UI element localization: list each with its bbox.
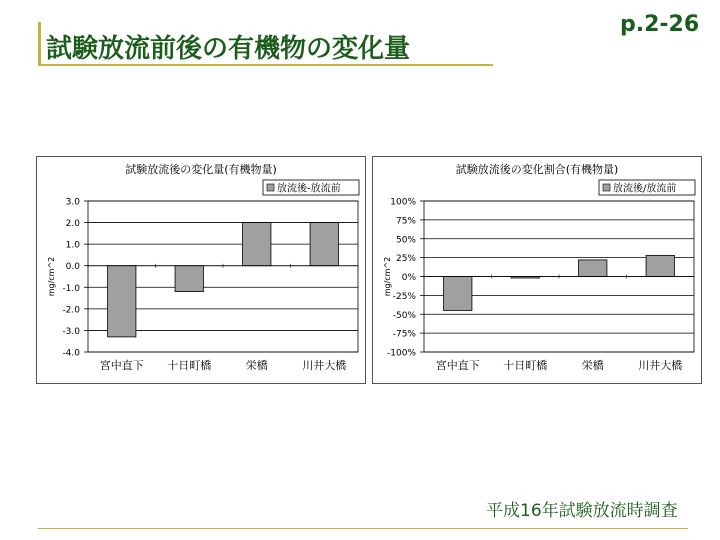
y-tick-label: -4.0 [62,348,80,359]
category-label: 栄橋 [245,359,268,372]
legend-label: 放流後/放流前 [613,183,677,195]
legend-swatch [603,184,610,191]
legend-label: 放流後-放流前 [277,183,341,195]
y-axis-label: mg/cm^2 [47,256,56,297]
y-tick-label: 50% [395,235,416,246]
chart-change-amount-svg [37,157,365,383]
bar-1 [444,277,472,311]
category-label: 栄橋 [581,359,604,372]
category-label: 宮中直下 [435,359,480,372]
chart-change-ratio [372,156,702,384]
y-tick-label: -100% [387,348,416,359]
page-title: 試験放流前後の有機物の変化量 [46,34,411,64]
y-tick-label: 3.0 [65,197,80,208]
y-tick-label: -3.0 [62,326,80,337]
y-tick-label: 2.0 [65,219,80,230]
bar-4 [310,223,338,266]
bar-1 [108,266,136,337]
y-tick-label: 25% [395,254,416,265]
chart-legend [263,180,359,195]
legend-swatch [267,184,274,191]
y-tick-label: 0.0 [65,262,80,273]
y-tick-label: 75% [395,216,416,227]
y-tick-label: -50% [392,310,416,321]
category-label: 十日町橋 [503,359,548,372]
category-label: 川井大橋 [302,359,347,372]
category-label: 川井大橋 [638,359,683,372]
chart-legend [599,180,695,195]
bar-4 [646,255,674,276]
page-number: p.2-26 [620,12,700,37]
bar-3 [243,223,271,266]
bar-2 [175,266,203,292]
y-tick-label: -25% [392,291,416,302]
category-label: 十日町橋 [167,359,212,372]
survey-footer: 平成16年試験放流時調査 [486,501,678,521]
chart-title: 試験放流後の変化量(有機物量) [125,163,277,176]
y-tick-label: -1.0 [62,283,80,294]
y-tick-label: -75% [392,329,416,340]
footer-divider [38,528,688,529]
category-label: 宮中直下 [99,359,144,372]
chart-change-amount [36,156,366,384]
bar-3 [579,260,607,277]
chart-change-ratio-svg [373,157,701,383]
chart-title: 試験放流後の変化割合(有機物量) [455,163,619,176]
y-axis-label: mg/cm^2 [383,256,392,297]
y-tick-label: 100% [390,197,416,208]
y-tick-label: 1.0 [65,240,80,251]
y-tick-label: 0% [401,273,416,283]
y-tick-label: -2.0 [62,305,80,316]
